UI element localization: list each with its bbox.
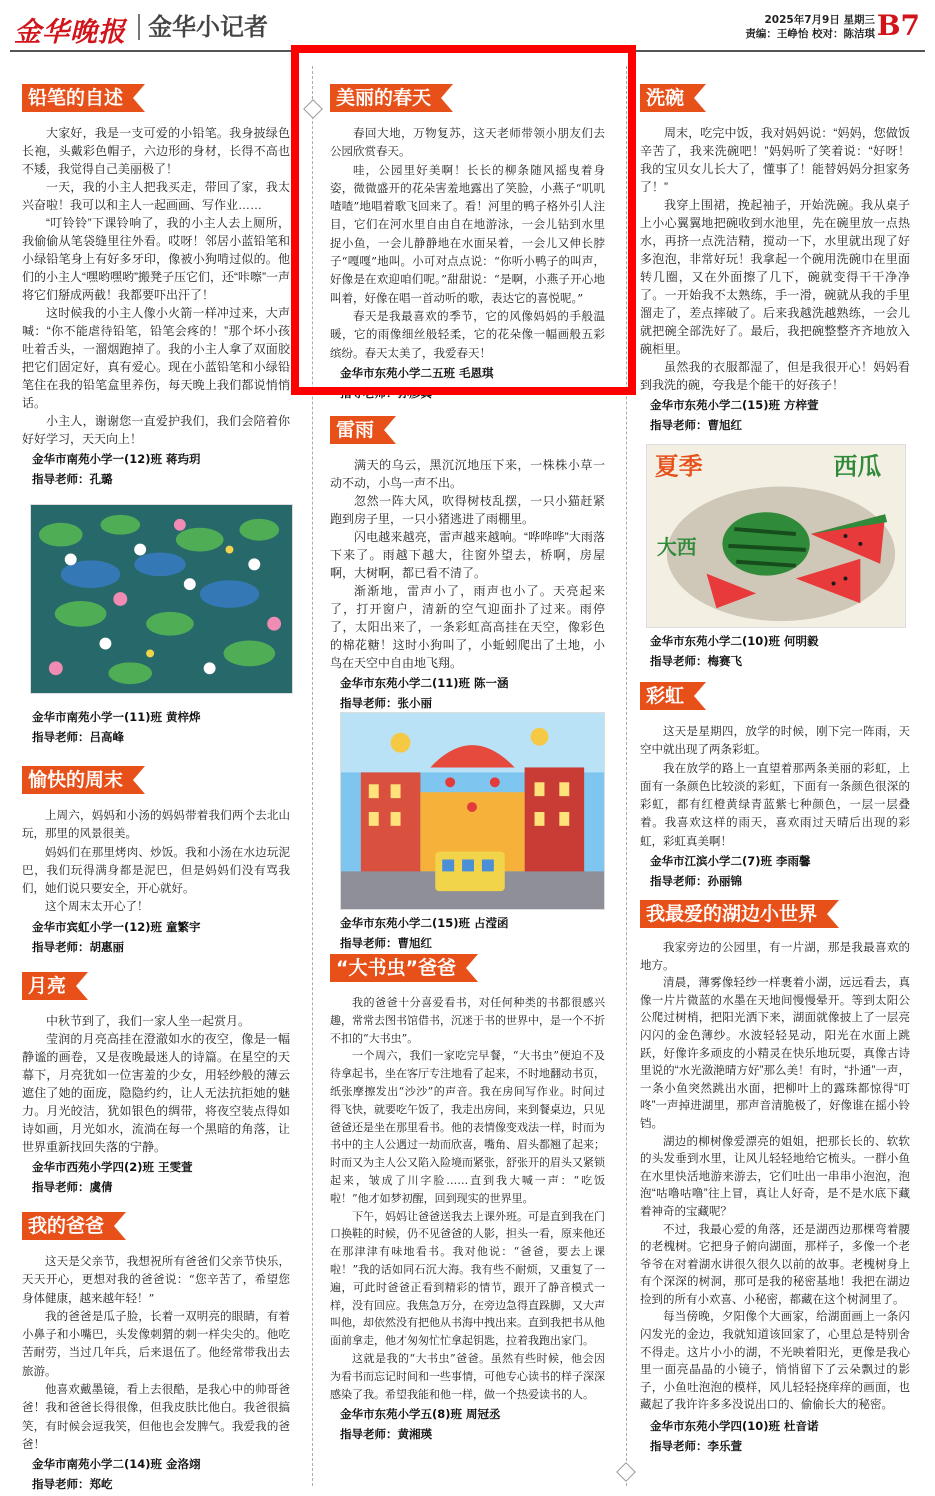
paragraph: 哇，公园里好美啊！长长的柳条随风摇曳着身姿，微微盛开的花朵害羞地露出了笑脸，小燕子“叽叽喳喳”地唱着歌飞回来了。看！河里的鸭子格外引人注目，它们在河水里自由自在地游泳，一会儿钻到水里捉小鱼，一会儿静静地在水面呆着，一会儿又伸长脖子“嘎嘎”地叫。小可对点点说：“你听小鸭子的叫声，好像是在欢迎咱们呢。”甜甜说：“是啊，小燕子开心地叫着，好像在唱一首动听的歌，表达它的喜悦呢。” — [330, 162, 605, 305]
article-title: 彩虹 — [640, 682, 694, 710]
editor-credits: 责编：王峥怡 校对：陈洁琪 — [745, 28, 875, 40]
teacher-line: 指导老师：吕高峰 — [32, 730, 124, 744]
paragraph: 妈妈们在那里烤肉、炒饭。我和小汤在水边玩泥巴，我们玩得满身都是泥巴，但是妈妈们没有骂我们，她们说只要安全，开心就好。 — [22, 844, 290, 896]
author-line: 金华市宾虹小学一(12)班 童繁宇 — [32, 919, 201, 934]
teacher-line: 指导老师：黄湘瑛 — [340, 1427, 432, 1442]
article-body — [330, 994, 605, 1403]
newspaper-logo: 金华晚报 — [14, 17, 126, 48]
paragraph: 这天是父亲节，我想祝所有爸爸们父亲节快乐，天天开心，更想对我的爸爸说：“您辛苦了，希望您身体健康，越来越年轻！” — [22, 1254, 290, 1305]
article-moon — [22, 972, 290, 1196]
article-weekend — [22, 766, 290, 956]
paragraph: 春天是我最喜欢的季节，它的风像妈妈的手般温暖，它的雨像细丝般轻柔，它的花朵像一幅画般五彩缤纷。春天太美了，我爱春天！ — [330, 308, 605, 360]
watermelon-drawing — [646, 444, 906, 628]
article-body — [22, 124, 290, 448]
article-dishes — [640, 84, 910, 434]
author-line: 金华市东苑小学二(11)班 陈一涵 — [340, 676, 509, 690]
author-line: 金华市东苑小学二五班 毛恩琪 — [340, 365, 494, 380]
paragraph: “叮铃铃”下课铃响了，我的小主人去上厕所，我偷偷从笔袋缝里往外看。哎呀！邻居小蓝铅笔和小绿铅笔身上有好多牙印，像被小狗啃过似的。他们的小主人“嘿哟嘿哟”搬凳子压它们，还“咔嚓”一声将它们掰成两截！我都要吓出汗了！ — [22, 216, 290, 302]
watermelon-caption — [640, 630, 910, 670]
article-body — [640, 722, 910, 850]
teacher-line: 指导老师：孙丽锦 — [650, 874, 742, 889]
article-body — [22, 1012, 290, 1156]
paragraph: 莹润的月亮高挂在澄澈如水的夜空，像是一幅静谧的画卷，又是夜晚最迷人的诗篇。在星空的天幕下，月亮犹如一位害羞的少女，用轻纱般的薄云遮住了她的面庞，隐隐约约，让人无法抗拒她的魅力。月光皎洁，犹如银色的绸带，将夜空装点得如诗如画，月光如水，流淌在每一个黑暗的角落，让世界重新找回失落的宁静。 — [22, 1032, 290, 1154]
paragraph: 湖边的柳树像爱漂亮的姐姐，把那长长的、软软的头发垂到水里，让风儿轻轻地给它梳头。一群小鱼在水里快活地游来游去，它们吐出一串串小泡泡，泡泡“咕噜咕噜”往上冒，真让人好奇，是不是水底下藏着神奇的宝藏呢？ — [640, 1135, 910, 1218]
teacher-line: 指导老师：孙彦真 — [340, 385, 432, 400]
paragraph: 清晨，薄雾像轻纱一样裹着小湖，远远看去，真像一片片微蓝的水墨在天地间慢慢晕开。等到太阳公公爬过树梢，把阳光洒下来，湖面就像披上了一层亮闪闪的金色薄纱。水波轻轻晃动，阳光在水面上跳跃，好像许多顽皮的小精灵在快乐地玩耍，真像古诗里说的“水光潋滟晴方好”那么美！有时，“扑通”一声，一条小鱼突然跳出水面，把柳叶上的露珠都惊得“叮咚”一声掉进湖里，那声音清脆极了，好像谁在摇小铃铛。 — [640, 977, 910, 1130]
paragraph: 下午，妈妈让爸爸送我去上课外班。可是直到我在门口换鞋的时候，仍不见爸爸的人影，担头一看，原来他还在那津津有味地看书。我对他说：“爸爸，要去上课啦！”我的话如同石沉大海。我有些不耐烦，又重复了一遍，可此时爸爸正看到精彩的情节，跟开了静音模式一样，没有回应。我焦急万分，在旁边急得直跺脚，又大声叫他，却依然没有把他从书海中拽出来。直到我把书从他面前拿走，他才匆匆忙忙拿起钥匙，拉着我跑出家门。 — [330, 1209, 605, 1348]
paragraph: 上周六，妈妈和小汤的妈妈带着我们两个去北山玩，那里的风景很美。 — [22, 808, 290, 841]
paragraph: 春回大地，万物复苏，这天老师带领小朋友们去公园欣赏春天。 — [330, 126, 605, 159]
paragraph: 不过，我最心爱的角落，还是湖西边那棵弯着腰的老槐树。它把身子俯向湖面，那样子，多像一个老爷爷在对着湖水讲很久很久以前的故事。老槐树身上有个深深的树洞，那可是我的秘密基地！我把在湖边捡到的所有小欢喜、小秘密，都藏在这个树洞里了。 — [640, 1223, 910, 1306]
article-title: 月亮 — [22, 972, 76, 1000]
article-title: 铅笔的自述 — [22, 84, 133, 112]
article-spring — [330, 84, 605, 402]
article-title: 洗碗 — [640, 84, 694, 112]
paragraph: 闪电越来越亮，雷声越来越响。“哗哗哗”大雨落下来了。雨越下越大，往窗外望去，桥啊，房屋啊，大树啊，都已看不清了。 — [330, 530, 605, 580]
teacher-line: 指导老师：张小丽 — [340, 696, 432, 710]
author-line: 金华市东苑小学四(10)班 杜音诺 — [650, 1419, 819, 1434]
author-line: 金华市江滨小学二(7)班 李雨馨 — [650, 854, 811, 869]
article-rain — [330, 416, 605, 712]
article-title: 美丽的春天 — [330, 84, 441, 112]
paragraph: 一天，我的小主人把我买走，带回了家，我太兴奋啦！我可以和主人一起画画、写作业…… — [22, 180, 290, 212]
section-title: 金华小记者 — [138, 14, 268, 40]
article-rainbow — [640, 682, 910, 890]
paragraph: 这就是我的“大书虫”爸爸。虽然有些时候，他会因为看书而忘记时间和一些事情，可他专心读书的样子深深感染了我。希望我能和他一样，做一个热爱读书的人。 — [330, 1351, 605, 1401]
teacher-line: 指导老师：梅赛飞 — [650, 654, 742, 668]
column-divider — [312, 66, 313, 1486]
paragraph: 忽然一阵大风，吹得树枝乱摆，一只小猫赶紧跑到房子里，一只小猪逃进了雨棚里。 — [330, 494, 605, 526]
article-body — [22, 806, 290, 916]
page-number: B7 — [876, 9, 920, 42]
divider-diamond — [303, 99, 323, 119]
author-line: 金华市东苑小学二(10)班 何明毅 — [650, 634, 819, 648]
paragraph: 我的爸爸十分喜爱看书，对任何种类的书都很感兴趣，常常去图书馆借书，沉迷于书的世界中，是一个不折不扣的“大书虫”。 — [330, 996, 605, 1045]
paragraph: 周末，吃完中饭，我对妈妈说：“妈妈，您做饭辛苦了，我来洗碗吧！”妈妈听了笑着说：“好呀！我的宝贝女儿长大了，懂事了！能替妈妈分担家务了！” — [640, 126, 910, 194]
article-title: 我的爸爸 — [22, 1212, 114, 1240]
author-line: 金华市东苑小学五(8)班 周冠丞 — [340, 1407, 501, 1422]
masthead-rule — [10, 50, 925, 52]
article-dad — [22, 1212, 290, 1493]
author-line: 金华市南苑小学二(14)班 金洛翊 — [32, 1457, 201, 1472]
article-body — [22, 1252, 290, 1453]
divider-diamond — [616, 1462, 636, 1482]
teacher-line: 指导老师：曹旭红 — [650, 418, 742, 432]
paragraph: 满天的乌云，黑沉沉地压下来，一株株小草一动不动，小鸟一声不出。 — [330, 458, 605, 490]
paragraph: 小主人，谢谢您一直爱护我们，我们会陪着你好好学习，天天向上！ — [22, 414, 290, 446]
paragraph: 渐渐地，雷声小了，雨声也小了。天亮起来了，打开窗户，清新的空气迎面扑了过来。雨停了，太阳出来了，一条彩虹高高挂在天空，像彩色的棉花糖！这时小狗叫了，小蚯蚓爬出了土地，小鸟在天空中自由地飞翔。 — [330, 584, 605, 670]
article-title: 我最爱的湖边小世界 — [640, 900, 827, 928]
paragraph: 大家好，我是一支可爱的小铅笔。我身披绿色长袍，头戴彩色帽子，六边形的身材，长得不高也不矮，我觉得自己美丽极了！ — [22, 126, 290, 176]
watermelon-label-bottom: 大西 — [656, 535, 697, 559]
paragraph: 中秋节到了，我们一家人坐一起赏月。 — [46, 1014, 251, 1028]
city-caption — [330, 912, 605, 952]
article-title: 愉快的周末 — [22, 766, 133, 794]
lotus-pond-painting — [30, 504, 293, 694]
article-bookworm — [330, 954, 605, 1443]
city-festival-painting — [340, 712, 605, 910]
author-line: 金华市南苑小学一(12)班 蒋玙玥 — [32, 452, 201, 466]
author-line: 金华市南苑小学一(11)班 黄梓烨 — [32, 710, 201, 724]
paragraph: 一个周六，我们一家吃完早餐，“大书虫”便迫不及待拿起书，坐在客厅专注地看了起来，不时地翻动书页，纸张摩擦发出“沙沙”的声音。我在房间写作业。时间过得飞快，就要吃午饭了，我走出房间，来到餐桌边，只见爸爸还是坐在那里看书。他的表情像变戏法一样，时而为书中的主人公遇过一劫而欣喜，嘴角、眉头都翘了起来；时而又为主人公又陷入险境而紧张，舒张开的眉头又紧锁起来，皱成了川字脸……直到我大喊一声：“吃饭啦！”他才如梦初醒，回到现实的世界里。 — [330, 1049, 605, 1205]
article-body — [330, 124, 605, 362]
paragraph: 我穿上围裙，挽起袖子，开始洗碗。我从桌子上小心翼翼地把碗收到水池里，先在碗里放一点热水，再挤一点洗洁精，搅动一下，水里就出现了好多泡泡，非常好玩！我拿起一个碗用洗碗巾在里面转几圈，又在外面擦了几下，碗就变得干干净净了。一开始我不太熟练，手一滑，碗就从我的手里溜走了，差点摔破了。后来我越洗越熟练，一会儿就把碗全部洗好了。最后，我把碗整整齐齐地放入碗柜里。 — [640, 198, 910, 356]
author-line: 金华市东苑小学二(15)班 占滢函 — [340, 916, 509, 930]
lotus-caption — [22, 706, 290, 746]
article-lake — [640, 900, 910, 1455]
article-pencil — [22, 84, 290, 488]
teacher-line: 指导老师：曹旭红 — [340, 936, 432, 950]
paragraph: 这个周末太开心了！ — [45, 899, 149, 914]
paragraph: 这时候我的小主人像小火箭一样冲过来，大声喊：“你不能虐待铅笔，铅笔会疼的！”那个坏小孩吐着舌头，一溜烟跑掉了。我的小主人拿了双面胶把它们固定好，真有爱心。现在小蓝铅笔和小绿铅笔住在我的铅笔盒里养伤，每天晚上我们都说悄悄话。 — [22, 306, 290, 410]
author-line: 金华市西苑小学四(2)班 王雯萱 — [32, 1160, 193, 1174]
issue-date: 2025年7月9日 星期三 — [764, 14, 875, 26]
teacher-line: 指导老师：郑屹 — [32, 1477, 113, 1492]
paragraph: 虽然我的衣服都湿了，但是我很开心！妈妈看到我洗的碗，夸我是个能干的好孩子！ — [640, 360, 910, 392]
teacher-line: 指导老师：孔璐 — [32, 472, 113, 486]
teacher-line: 指导老师：李乐萱 — [650, 1439, 742, 1454]
paragraph: 我家旁边的公园里，有一片湖，那是我最喜欢的地方。 — [640, 942, 910, 972]
watermelon-label-left: 夏季 — [654, 452, 703, 481]
article-title: “大书虫”爸爸 — [330, 954, 466, 982]
masthead — [0, 0, 935, 52]
teacher-line: 指导老师：虞倩 — [32, 1180, 113, 1194]
column-divider — [626, 66, 627, 1486]
article-body — [640, 124, 910, 394]
teacher-line: 指导老师：胡惠丽 — [32, 939, 124, 954]
paragraph: 我的爸爸是瓜子脸，长着一双明亮的眼睛，有着小鼻子和小嘴巴，头发像刺猬的刺一样尖尖的。他吃苦耐劳，当过几年兵，后来退伍了。他经常带我出去旅游。 — [22, 1308, 290, 1378]
paragraph: 我在放学的路上一直望着那两条美丽的彩虹，上面有一条颜色比较淡的彩虹，下面有一条颜色很深的彩虹，都有红橙黄绿青蓝紫七种颜色，一层一层叠着。我喜欢这样的雨天，喜欢雨过天晴后出现的彩虹，彩虹真美啊！ — [640, 760, 910, 848]
paragraph: 这天是星期四，放学的时候，刚下完一阵雨，天空中就出现了两条彩虹。 — [640, 724, 910, 757]
paragraph: 他喜欢戴墨镜，看上去很酷，是我心中的帅哥爸爸！我和爸爸长得很像，但我皮肤比他白。我爸很搞笑，有时候会逗我笑，但他也会发脾气。我爱我的爸爸！ — [22, 1382, 290, 1451]
paragraph: 每当傍晚，夕阳像个大画家，给湖面画上一条闪闪发光的金边，我就知道该回家了，心里总是特别舍不得走。这片小小的湖，不光映着阳光，更像是我心里一面亮晶晶的小镜子，悄悄留下了云朵飘过的影子，小鱼吐泡泡的模样，风儿轻轻挠痒痒的画面，也藏起了我许许多多没说出口的、偷偷长大的秘密。 — [640, 1311, 910, 1412]
article-body — [330, 456, 605, 672]
date-editors — [745, 13, 875, 41]
watermelon-label-right: 西瓜 — [833, 452, 882, 481]
article-body — [640, 940, 910, 1415]
author-line: 金华市东苑小学二(15)班 方梓萱 — [650, 398, 819, 412]
article-title: 雷雨 — [330, 416, 384, 444]
